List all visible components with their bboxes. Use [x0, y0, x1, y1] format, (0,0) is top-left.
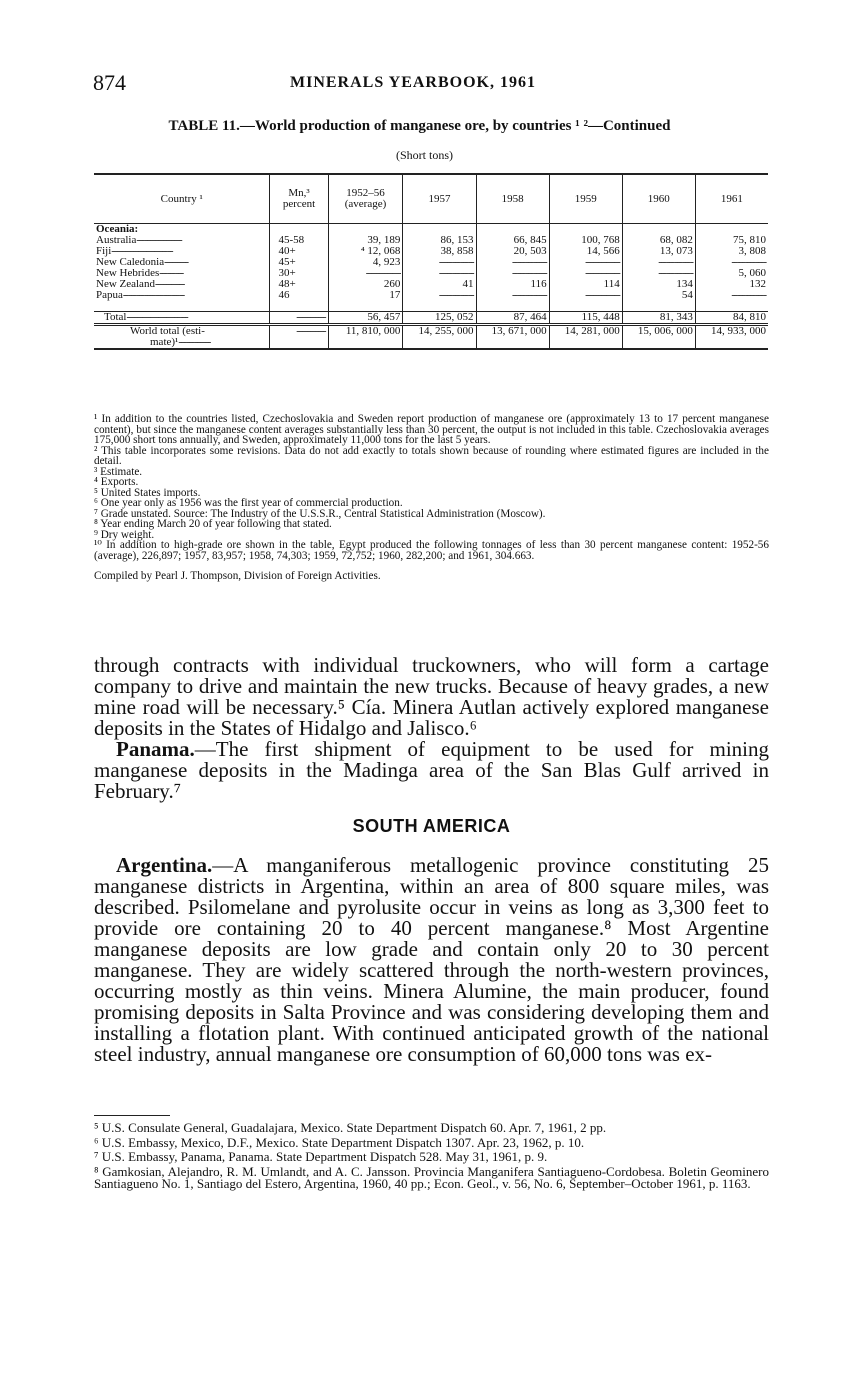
- value-cell: 3, 808: [695, 246, 768, 257]
- table-footnote: ⁹ Dry weight.: [94, 528, 155, 541]
- table-footnote: ² This table incorporates some revisions. Data do not add exactly to totals shown because of rounding where estimated figures are included in the detail.: [94, 444, 769, 467]
- page-footnote: ⁵ U.S. Consulate General, Guadalajara, Mexico. State Department Dispatch 60. Apr. 7, 1961, 2 pp.: [94, 1120, 607, 1135]
- table-title-text: TABLE 11.—World production of manganese ore, by countries ¹ ²—Continued: [168, 118, 671, 134]
- total-label: Total-----------------------: [94, 312, 270, 325]
- table-footnote: ⁸ Year ending March 20 of year following that stated.: [94, 518, 332, 530]
- value-cell: -------------: [622, 257, 695, 268]
- table-footnote: ⁴ Exports.: [94, 476, 139, 488]
- table-row: [94, 290, 768, 312]
- value-cell: 13, 073: [622, 246, 695, 257]
- table-row: [94, 268, 768, 279]
- table-footnote: ⁶ One year only as 1956 was the first year of commercial production.: [94, 497, 403, 509]
- world-total-row: [94, 325, 768, 350]
- value-cell: -------------: [549, 290, 622, 312]
- paragraph-panama: Panama.—The first shipment of equipment to be used for mining manganese deposits in the Madinga area of the San Blas Gulf arrived in February.⁷: [94, 737, 769, 803]
- page-footnotes: [94, 1122, 769, 1193]
- value-cell: -----------: [270, 312, 328, 325]
- country-cell: New Caledonia---------: [96, 256, 189, 268]
- value-cell: 17: [328, 290, 403, 312]
- value-cell: -------------: [549, 268, 622, 279]
- value-cell: -------------: [476, 268, 549, 279]
- world-label: World total (esti- mate)¹------------: [94, 325, 270, 350]
- value-cell: -------------: [695, 290, 768, 312]
- col-header-average: 1952–56 (average): [328, 174, 403, 224]
- page-footnote: ⁷ U.S. Embassy, Panama, Panama. State Department Dispatch 528. May 31, 1961, p. 9.: [94, 1149, 548, 1164]
- value-cell: 125, 052: [403, 312, 476, 325]
- value-cell: 116: [476, 279, 549, 290]
- lead-panama: Panama.: [116, 737, 195, 761]
- value-cell: 56, 457: [328, 312, 403, 325]
- region-text: Oceania:: [96, 223, 139, 235]
- value-cell: 14, 281, 000: [549, 325, 622, 350]
- value-cell: 114: [549, 279, 622, 290]
- value-cell: ⁴ 12, 068: [328, 246, 403, 257]
- value-cell: -------------: [403, 290, 476, 312]
- mn-cell: 48+: [270, 279, 328, 290]
- value-cell: 84, 810: [695, 312, 768, 325]
- value-cell: 134: [622, 279, 695, 290]
- table-footnote: ³ Estimate.: [94, 465, 143, 478]
- value-cell: 132: [695, 279, 768, 290]
- value-cell: 14, 566: [549, 246, 622, 257]
- page-number: 874: [93, 70, 126, 95]
- col-header-1960: 1960: [622, 174, 695, 224]
- mn-cell: 46: [270, 290, 328, 312]
- value-cell: 260: [328, 279, 403, 290]
- mn-cell: 30+: [270, 268, 328, 279]
- col-header-mn: Mn,³ percent: [270, 174, 328, 224]
- value-cell: 41: [403, 279, 476, 290]
- col-header-country: Country ¹: [94, 174, 270, 224]
- country-cell: New Hebrides---------: [96, 267, 184, 279]
- value-cell: 5, 060: [695, 268, 768, 279]
- table-header-row: [94, 174, 768, 224]
- lead-argentina: Argentina.: [116, 853, 213, 877]
- value-cell: 15, 006, 000: [622, 325, 695, 350]
- body-text: [94, 655, 769, 1065]
- col-header-1961: 1961: [695, 174, 768, 224]
- running-head: MINERALS YEARBOOK, 1961: [290, 74, 536, 91]
- paragraph-argentina: Argentina.—A manganiferous metallogenic province constituting 25 manganese districts in Argentina, within an area of 800 square miles, was described. Psilomelane and pyrolusite occur in veins as long as 3,300 feet to provide ore containing 20 to 40 percent manganese.⁸ Most Argentine manganese deposits are low grade and contain only 20 to 30 percent manganese. They are widely scattered through the north-western provinces, occurring mostly as thin veins. Minera Alumine, the main producer, found promising deposits in Salta Province and was considering developing them and installing a flotation plant. With continued anticipated growth of the national steel industry, annual manganese ore consumption of 60,000 tons was ex-: [94, 853, 769, 1066]
- value-cell: 14, 255, 000: [403, 325, 476, 350]
- table-footnote: ¹ In addition to the countries listed, Czechoslovakia and Sweden report production of manganese ore (approximately 13 to 17 percent manganese content), but since the manganese content averages substantially less than 30 percent, the output is not included in this table. Czechoslovakia averages 175,000 short tons annually, and Sweden, approximately 11,000 tons for the last 5 years.: [94, 413, 769, 446]
- value-cell: 81, 343: [622, 312, 695, 325]
- value-cell: 66, 845: [476, 235, 549, 246]
- paragraph-mexico: through contracts with individual truckowners, who will form a cartage company to drive and maintain the new trucks. Because of heavy grades, a new mine road will be necessary.⁵ Cía. Minera Autlan actively explored manganese deposits in the States of Hidalgo and Jalisco.⁶: [94, 653, 769, 740]
- value-cell: 115, 448: [549, 312, 622, 325]
- table-unit: (Short tons): [396, 148, 453, 162]
- value-cell: 13, 671, 000: [476, 325, 549, 350]
- value-cell: 86, 153: [403, 235, 476, 246]
- value-cell: 68, 082: [622, 235, 695, 246]
- table-row: [94, 279, 768, 290]
- value-cell: -------------: [622, 268, 695, 279]
- table-footnote: ⁷ Grade unstated. Source: The Industry of the U.S.S.R., Central Statistical Administration (Moscow).: [94, 507, 546, 520]
- value-cell: 38, 858: [403, 246, 476, 257]
- value-cell: -------------: [549, 257, 622, 268]
- table-title: [0, 118, 849, 135]
- value-cell: -------------: [403, 268, 476, 279]
- compiled-by: Compiled by Pearl J. Thompson, Division of Foreign Activities.: [94, 570, 381, 582]
- col-header-1958: 1958: [476, 174, 549, 224]
- value-cell: -------------: [476, 257, 549, 268]
- production-table: [94, 173, 768, 350]
- table-footnotes: [94, 414, 769, 582]
- col-header-1957: 1957: [403, 174, 476, 224]
- country-cell: Australia-----------------: [96, 234, 182, 246]
- col-header-1959: 1959: [549, 174, 622, 224]
- footnote-divider: [94, 1115, 170, 1116]
- value-cell: 14, 933, 000: [695, 325, 768, 350]
- value-cell: 75, 810: [695, 235, 768, 246]
- value-cell: -------------: [695, 257, 768, 268]
- value-cell: 87, 464: [476, 312, 549, 325]
- total-row: [94, 312, 768, 325]
- country-cell: New Zealand-----------: [96, 278, 185, 290]
- mn-cell: 40+: [270, 246, 328, 257]
- value-cell: -------------: [476, 290, 549, 312]
- country-cell: Fiji-----------------------: [96, 245, 173, 257]
- section-heading: SOUTH AMERICA: [352, 816, 511, 836]
- mn-cell: 45+: [270, 257, 328, 268]
- value-cell: -----------: [270, 325, 328, 350]
- table-footnote: ¹⁰ In addition to high-grade ore shown in the table, Egypt produced the following tonnages of less than 30 percent manganese content: 1952-56 (average), 226,897; 1957, 83,957; 1958, 74,303; 1959, 72,752; 1960, 282,200; and 1961, 304.663.: [94, 539, 769, 562]
- value-cell: -------------: [328, 268, 403, 279]
- value-cell: -------------: [403, 257, 476, 268]
- value-cell: 100, 768: [549, 235, 622, 246]
- value-cell: 54: [622, 290, 695, 312]
- mn-cell: 45-58: [270, 235, 328, 246]
- table-footnote: ⁵ United States imports.: [94, 486, 201, 499]
- value-cell: 20, 503: [476, 246, 549, 257]
- country-cell: Papua-----------------------: [96, 289, 185, 301]
- value-cell: 4, 923: [328, 257, 403, 268]
- value-cell: 39, 189: [328, 235, 403, 246]
- page-footnote: ⁶ U.S. Embassy, Mexico, D.F., Mexico. State Department Dispatch 1307. Apr. 23, 1962, p. 10.: [94, 1134, 585, 1150]
- value-cell: 11, 810, 000: [328, 325, 403, 350]
- page-footnote: ⁸ Gamkosian, Alejandro, R. M. Umlandt, and A. C. Jansson. Provincia Manganifera Santiagueno-Cordobesa. Boletin Geominero Santiagueno No. 1, Santiago del Estero, Argentina, 1960, 40 pp.; Econ. Geol., v. 56, No. 6, September–October 1961, p. 1163.: [94, 1163, 769, 1191]
